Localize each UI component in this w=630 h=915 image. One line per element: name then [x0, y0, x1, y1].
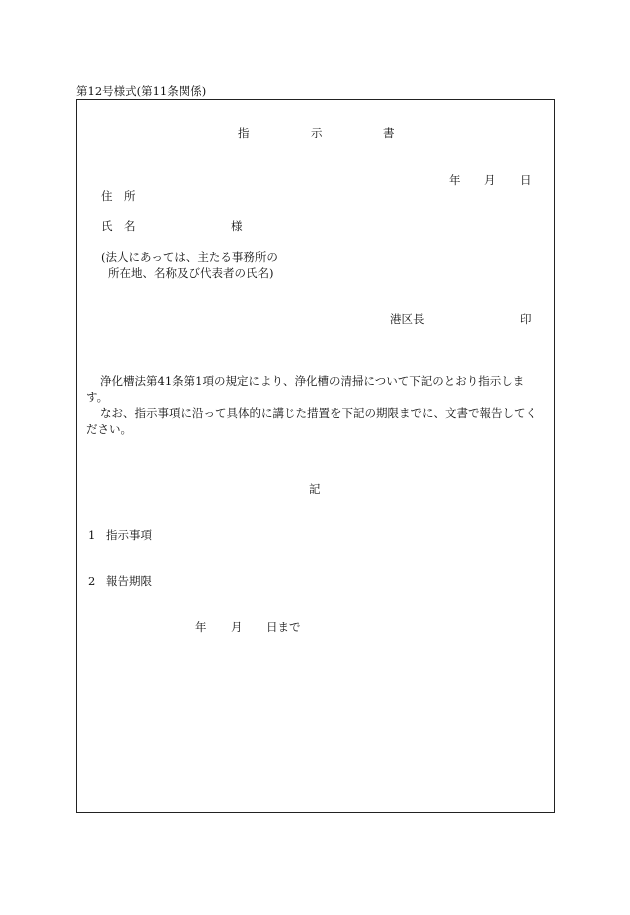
issuer-name: 港区長 — [390, 312, 425, 326]
name-label-2: 名 — [124, 219, 136, 233]
date-year: 年 — [449, 173, 461, 187]
body-paragraph-1: 浄化槽法第41条第1項の規定により、浄化槽の清掃について下記のとおり指示します。 — [86, 374, 525, 404]
title-char-2: 示 — [311, 126, 323, 140]
date-day: 日 — [520, 173, 532, 187]
item-1-number: 1 — [88, 528, 96, 542]
body-paragraph-2: なお、指示事項に沿って具体的に講じた措置を下記の期限までに、文書で報告してください。 — [86, 406, 537, 436]
item-2-number: 2 — [88, 574, 96, 588]
corp-note-line-1: (法人にあっては、主たる事務所の — [101, 250, 278, 264]
address-label-2: 所 — [124, 189, 136, 203]
seal-mark: 印 — [520, 312, 532, 326]
name-label-1: 氏 — [101, 219, 113, 233]
deadline-year: 年 — [195, 620, 207, 634]
address-label-1: 住 — [101, 189, 113, 203]
honorific: 様 — [231, 219, 243, 233]
deadline-day-until: 日まで — [266, 620, 301, 634]
deadline-month: 月 — [231, 620, 243, 634]
item-1-label: 指示事項 — [106, 528, 152, 542]
form-number: 第12号様式(第11条関係) — [76, 84, 207, 98]
document-frame — [76, 99, 555, 813]
date-month: 月 — [484, 173, 496, 187]
corp-note-line-2: 所在地、名称及び代表者の氏名) — [108, 266, 274, 280]
title-char-3: 書 — [383, 126, 395, 140]
title-char-1: 指 — [238, 126, 250, 140]
ki-heading: 記 — [309, 482, 321, 496]
item-2-label: 報告期限 — [106, 574, 152, 588]
